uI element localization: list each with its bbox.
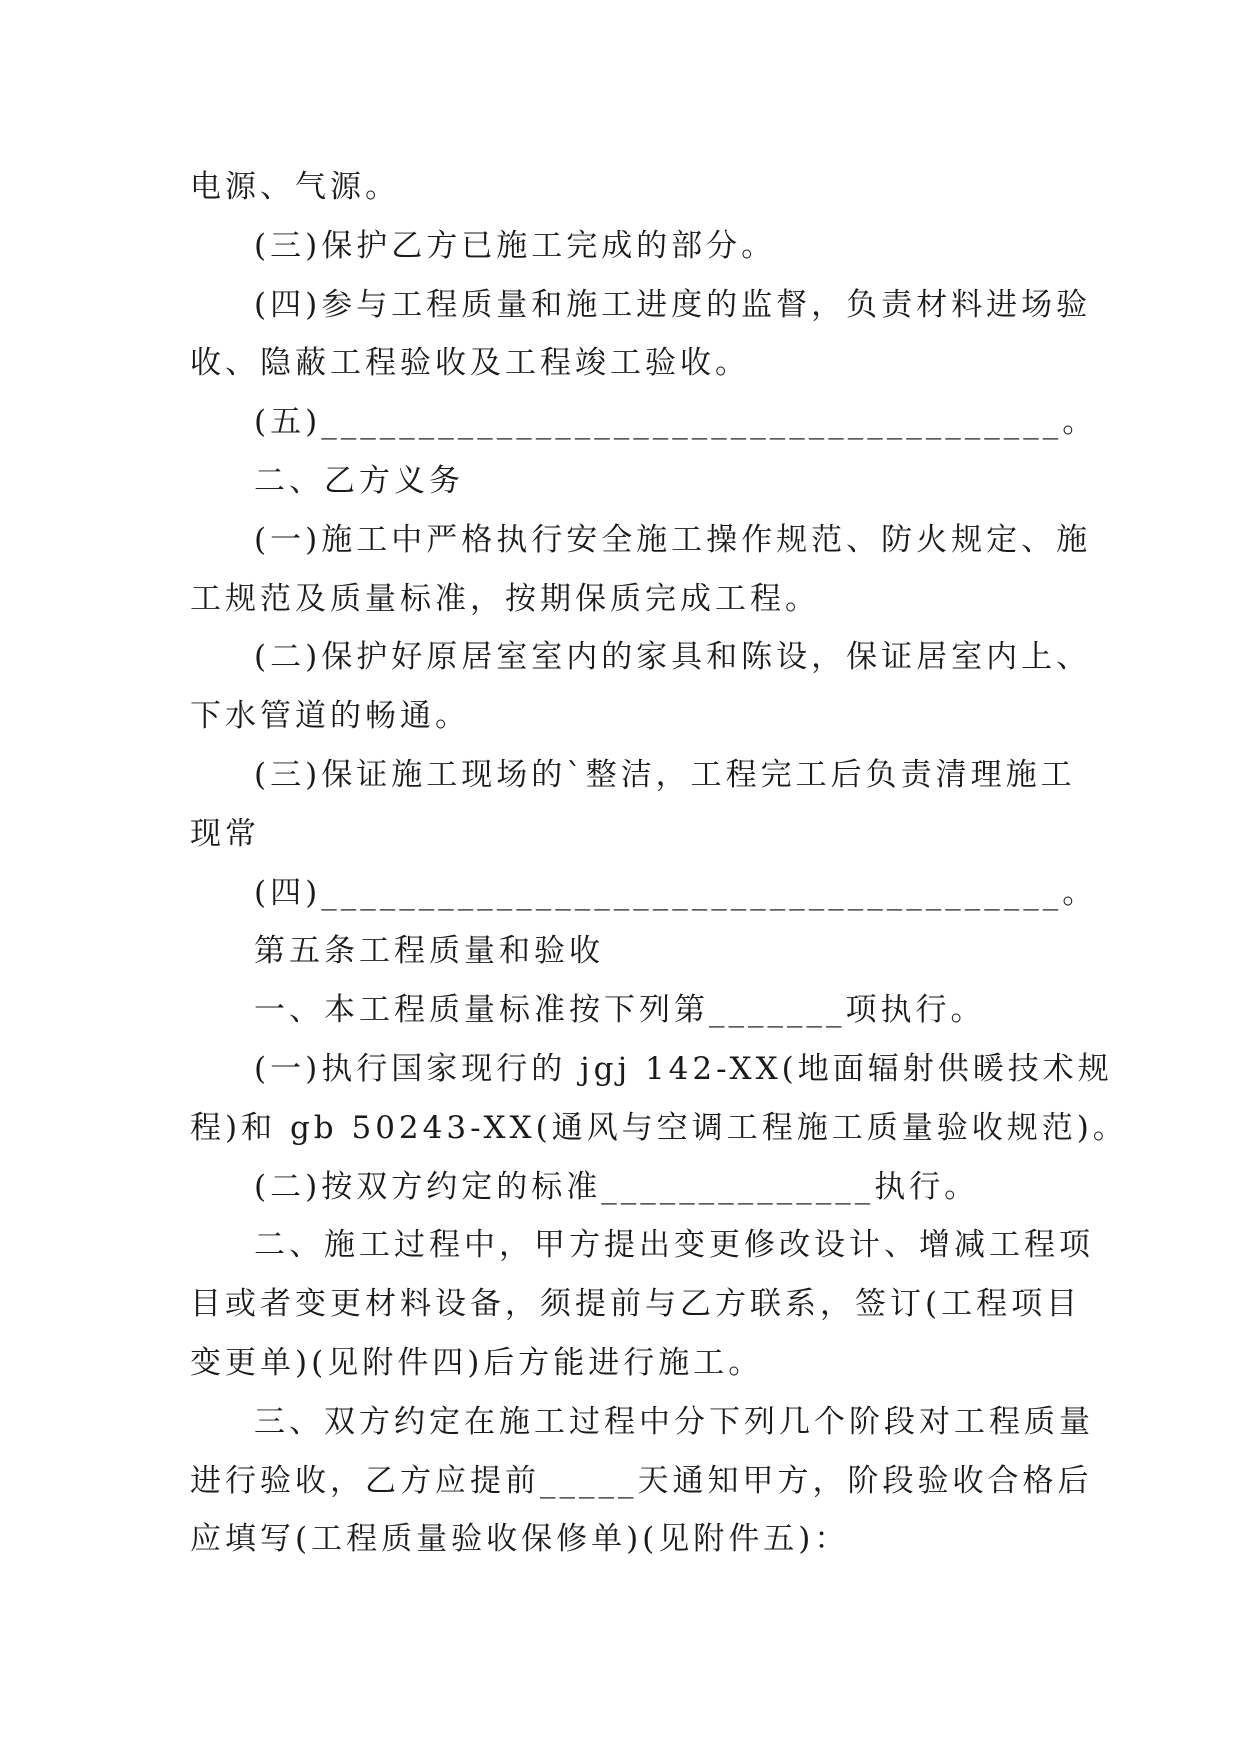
- article-heading: 第五条工程质量和验收: [254, 933, 604, 970]
- text-line: (三)保护乙方已施工完成的部分。: [254, 227, 777, 264]
- text-line: (一)执行国家现行的 jgj 142-XX(地面辐射供暖技术规: [254, 1050, 1113, 1087]
- document-body: [190, 158, 1128, 1569]
- text-line: (三)保证施工现场的`整洁，工程完工后负责清理施工: [254, 756, 1076, 793]
- text-line: (一)施工中严格执行安全施工操作规范、防火规定、施: [254, 521, 1092, 558]
- text-line: (二)按双方约定的标准______________执行。: [254, 1168, 980, 1205]
- text-line: 进行验收，乙方应提前_____天通知甲方，阶段验收合格后: [190, 1462, 1093, 1499]
- blank-fill-line: (五)______________________________________。: [254, 404, 1098, 441]
- text-line: 现常: [190, 815, 260, 852]
- text-line: 二、施工过程中，甲方提出变更修改设计、增减工程项: [254, 1227, 1094, 1264]
- text-line: 应填写(工程质量验收保修单)(见附件五)：: [190, 1521, 850, 1558]
- text-line: (四)参与工程质量和施工进度的监督，负责材料进场验: [254, 286, 1092, 323]
- text-line: 一、本工程质量标准按下列第_______项执行。: [254, 992, 986, 1029]
- text-line: (二)保护好原居室室内的家具和陈设，保证居室内上、: [254, 639, 1092, 676]
- text-line: 三、双方约定在施工过程中分下列几个阶段对工程质量: [254, 1403, 1094, 1440]
- text-line: 工规范及质量标准，按期保质完成工程。: [190, 580, 820, 617]
- section-heading: 二、乙方义务: [254, 462, 464, 499]
- text-line: 变更单)(见附件四)后方能进行施工。: [190, 1344, 764, 1381]
- text-line: 电源、气源。: [190, 169, 400, 205]
- text-line: 收、隐蔽工程验收及工程竣工验收。: [190, 345, 750, 382]
- text-line: 程)和 gb 50243-XX(通风与空调工程施工质量验收规范)。: [190, 1109, 1128, 1146]
- text-line: 目或者变更材料设备，须提前与乙方联系，签订(工程项目: [190, 1286, 1082, 1323]
- text-line: 下水管道的畅通。: [190, 698, 470, 735]
- blank-fill-line: (四)______________________________________。: [254, 874, 1098, 911]
